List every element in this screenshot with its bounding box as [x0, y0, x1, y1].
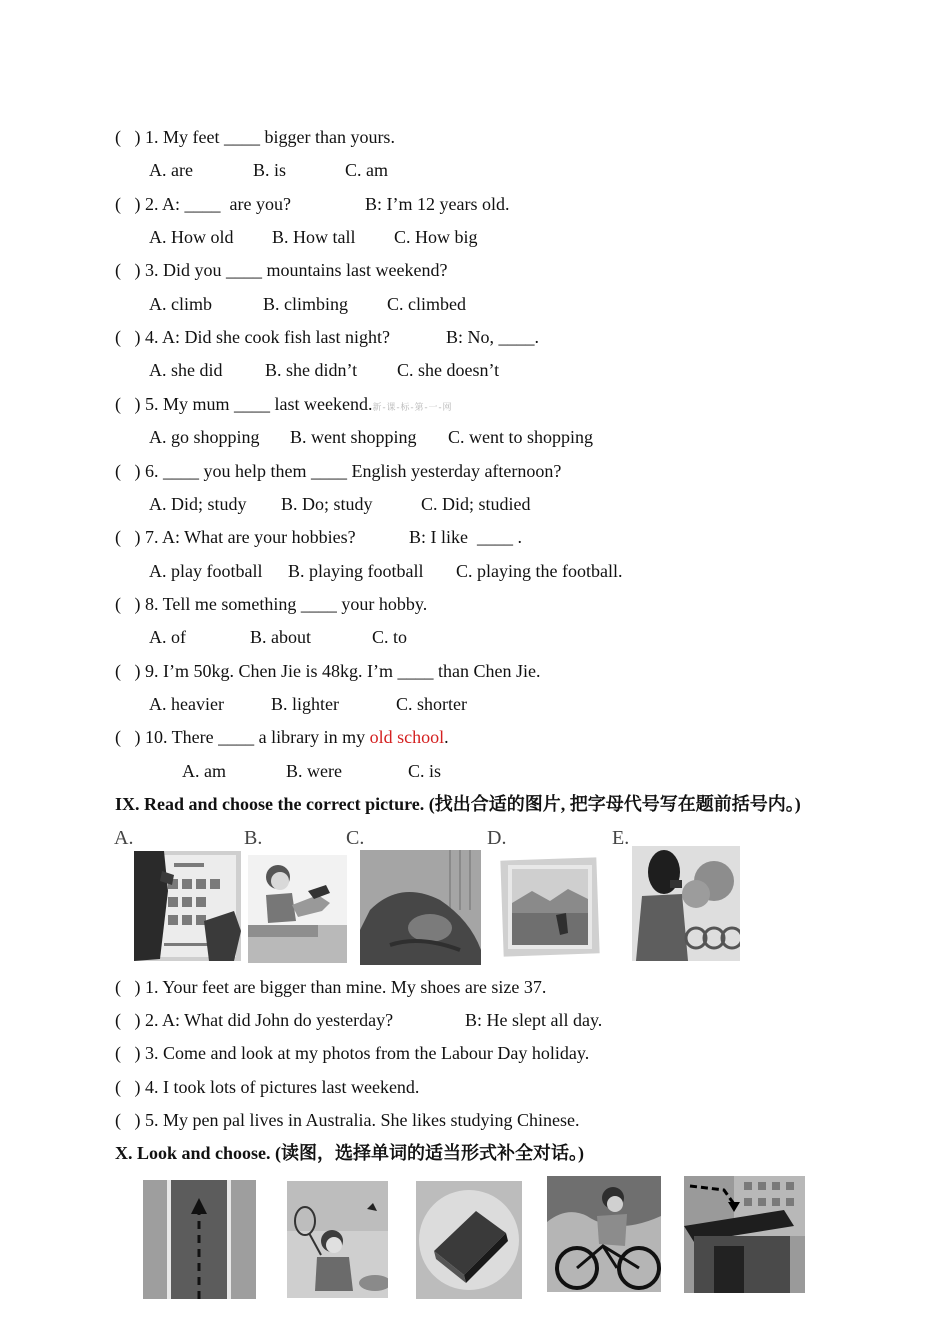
- question-text: ( ) 4. A: Did she cook fish last night?: [115, 327, 390, 348]
- question-5-stem: [115, 393, 452, 418]
- question-10-stem: [115, 726, 449, 748]
- question-8-option-a: A. of: [149, 627, 186, 648]
- question-7-reply: B: I like ____ .: [409, 527, 522, 548]
- question-10-option-a: A. am: [182, 760, 226, 781]
- girl-sleeping-picture: [360, 850, 481, 965]
- question-10-option-b: B. were: [286, 760, 342, 781]
- question-8-option-b: B. about: [250, 627, 311, 648]
- picture-sentence-1: ( ) 1. Your feet are bigger than mine. My shoes are size 37.: [115, 977, 547, 997]
- question-5-option-a: A. go shopping: [149, 427, 260, 448]
- question-2-option-c: C. How big: [394, 227, 478, 247]
- question-8-option-c: C. to: [372, 627, 408, 648]
- question-5-option-c: C. went to shopping: [448, 427, 594, 448]
- question-6-stem: [115, 460, 561, 482]
- question-6-option-a: A. Did; study: [149, 493, 247, 514]
- question-8-stem: [115, 593, 427, 615]
- question-text: ( ) 5. My mum ____ last weekend.: [115, 393, 373, 414]
- question-1-option-a: A. are: [149, 160, 193, 181]
- question-3-option-b: B. climbing: [263, 293, 348, 314]
- building-arrow-picture: [684, 1176, 805, 1293]
- question-10-option-c: C. is: [408, 760, 442, 781]
- question-4-stem: [115, 326, 390, 348]
- boy-badminton-picture: [287, 1181, 388, 1298]
- picture-sentence-3: ( ) 3. Come and look at my photos from the Labour Day holiday.: [115, 1043, 590, 1063]
- question-text: ( ) 10. There ____ a library in my: [115, 727, 370, 748]
- question-7-option-a: A. play football: [149, 560, 263, 581]
- worksheet-hand-picture: [134, 851, 241, 961]
- question-5-option-b: B. went shopping: [290, 427, 417, 448]
- picture-sentence-4: ( ) 4. I took lots of pictures last weekend.: [115, 1077, 420, 1097]
- picture-sentence-2-answer: B: He slept all day.: [465, 1010, 603, 1030]
- picture-letter-c: C.: [346, 827, 365, 849]
- question-4-option-a: A. she did: [149, 360, 223, 381]
- question-6-option-b: B. Do; study: [281, 493, 373, 514]
- highlighted-text: old school: [369, 727, 445, 748]
- road-arrow-picture: [143, 1180, 256, 1299]
- question-9-option-c: C. shorter: [396, 693, 467, 714]
- question-2-reply: B: I’m 12 years old.: [365, 193, 510, 214]
- picture-letter-e: E.: [612, 827, 630, 849]
- question-7-option-b: B. playing football: [288, 560, 424, 581]
- question-4-option-b: B. she didn’t: [265, 360, 358, 381]
- question-text: ( ) 2. A: ____ are you?: [115, 193, 291, 214]
- question-3-option-c: C. climbed: [387, 293, 466, 314]
- boy-cycling-picture: [547, 1176, 661, 1292]
- question-7-stem: [115, 526, 356, 548]
- question-7-option-c: C. playing the football.: [456, 560, 623, 581]
- question-1-option-b: B. is: [253, 160, 287, 181]
- landscape-picture: [498, 853, 602, 961]
- question-2-option-b: B. How tall: [272, 227, 356, 247]
- boy-sitting-picture: [248, 855, 347, 963]
- question-3-stem: [115, 259, 447, 281]
- question-3-option-a: A. climb: [149, 293, 212, 314]
- question-1-option-c: C. am: [345, 160, 388, 181]
- question-text: ( ) 3. Did you ____ mountains last weekend?: [115, 260, 448, 281]
- question-text: ( ) 9. I’m 50kg. Chen Jie is 48kg. I’m ____ than Chen Jie.: [115, 660, 541, 681]
- picture-letter-b: B.: [244, 827, 263, 849]
- question-text: ( ) 6. ____ you help them ____ English yesterday afternoon?: [115, 460, 562, 481]
- question-text: ( ) 8. Tell me something ____ your hobby.: [115, 593, 428, 614]
- question-text: ( ) 7. A: What are your hobbies?: [115, 527, 356, 548]
- question-6-option-c: C. Did; studied: [421, 493, 531, 514]
- question-4-reply: B: No, ____.: [446, 327, 540, 348]
- watermark-text: 新-课-标-第-一-网: [372, 401, 453, 412]
- question-9-option-a: A. heavier: [149, 693, 224, 714]
- book-picture: [416, 1181, 522, 1299]
- question-9-option-b: B. lighter: [271, 693, 339, 714]
- section-9-heading: IX. Read and choose the correct picture. (找出合适的图片, 把字母代号写在题前括号内。): [115, 794, 801, 814]
- question-text-end: .: [444, 727, 449, 748]
- question-text: ( ) 1. My feet ____ bigger than yours.: [115, 127, 395, 147]
- question-2-option-a: A. How old: [149, 227, 234, 247]
- section-10-heading: X. Look and choose. (读图，选择单词的适当形式补全对话。): [115, 1143, 585, 1163]
- picture-letter-a: A.: [114, 827, 134, 849]
- question-2-stem: [115, 193, 291, 215]
- question-9-stem: [115, 660, 540, 682]
- question-1-stem: [115, 126, 395, 148]
- picture-sentence-2: ( ) 2. A: What did John do yesterday?: [115, 1010, 394, 1030]
- picture-sentence-5: ( ) 5. My pen pal lives in Australia. She likes studying Chinese.: [115, 1110, 580, 1130]
- picture-letter-d: D.: [487, 827, 507, 849]
- question-4-option-c: C. she doesn’t: [397, 360, 500, 381]
- girl-taking-picture-picture: [632, 846, 740, 961]
